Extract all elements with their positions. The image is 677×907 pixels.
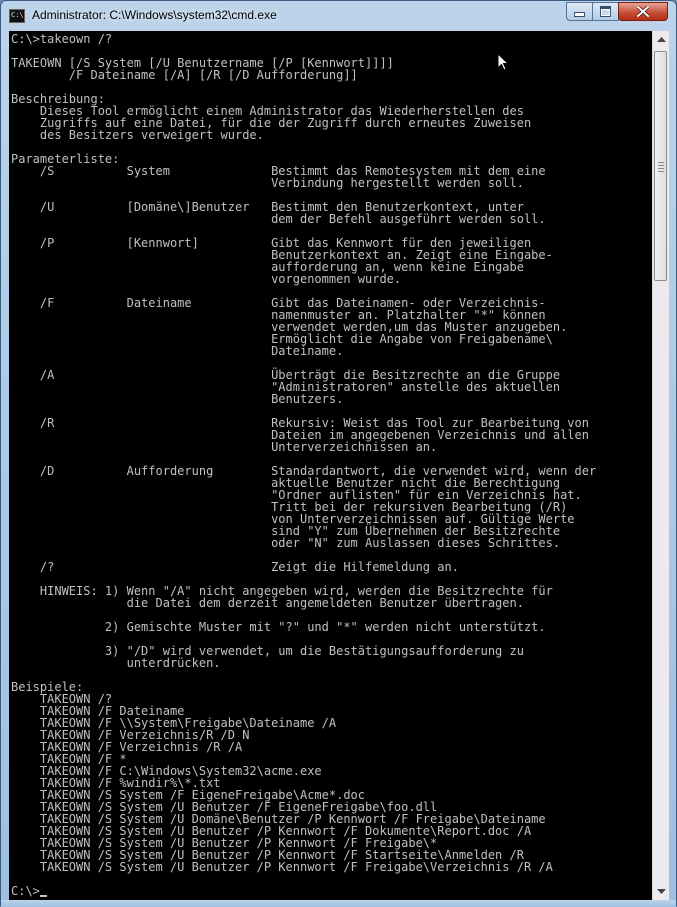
console-line: /P [Kennwort] Gibt das Kennwort für den jeweiligen bbox=[11, 236, 532, 250]
console-line: Tritt bei der rekursiven Bearbeitung (/R) bbox=[11, 500, 568, 514]
console-line: Benutzerkontext an. Zeigt eine Eingabe- bbox=[11, 248, 553, 262]
console-line: vorgenommen wurde. bbox=[11, 272, 402, 286]
console-line: namenmuster an. Platzhalter "*" können bbox=[11, 308, 546, 322]
console-line: Beschreibung: bbox=[11, 92, 105, 106]
console-line: Parameterliste: bbox=[11, 152, 120, 166]
scroll-up-arrow-icon bbox=[657, 37, 666, 42]
console-line: 2) Gemischte Muster mit "?" und "*" werden nicht unterstützt. bbox=[11, 620, 546, 634]
console-line: TAKEOWN /S System /U Benutzer /P Kennwort /F Dokumente\Report.doc /A bbox=[11, 824, 532, 838]
scroll-up-button[interactable] bbox=[653, 31, 669, 48]
scroll-down-arrow-icon bbox=[657, 889, 666, 894]
console-line: sind "Y" zum Übernehmen der Besitzrechte bbox=[11, 524, 561, 538]
console-line: des Besitzers verweigert wurde. bbox=[11, 128, 264, 142]
console-line: verwendet werden,um das Muster anzugeben. bbox=[11, 320, 568, 334]
console-line: /F Dateiname [/A] [/R [/D Aufforderung]] bbox=[11, 68, 358, 82]
prompt-text: C:\> bbox=[11, 884, 40, 898]
window-title: Administrator: C:\Windows\system32\cmd.exe bbox=[32, 8, 277, 22]
console-line: Unterverzeichnissen an. bbox=[11, 440, 438, 454]
console-line bbox=[11, 669, 596, 681]
console-line: von Unterverzeichnissen auf. Gültige Werte bbox=[11, 512, 575, 526]
console-line: Dateiname. bbox=[11, 344, 344, 358]
console-line: TAKEOWN /S System /U Benutzer /P Kennwort /F Startseite\Anmelden /R bbox=[11, 848, 524, 862]
console-line: /? Zeigt die Hilfemeldung an. bbox=[11, 560, 459, 574]
console-line: TAKEOWN /S System /U Benutzer /P Kennwort /F Freigabe\Verzeichnis /R /A bbox=[11, 860, 553, 874]
thumb-grip bbox=[658, 165, 664, 166]
console-line: /F Dateiname Gibt das Dateinamen- oder Verzeichnis- bbox=[11, 296, 546, 310]
console-line: TAKEOWN /F C:\Windows\System32\acme.exe bbox=[11, 764, 322, 778]
console-line: TAKEOWN /F Dateiname bbox=[11, 704, 185, 718]
console-line: TAKEOWN /F %windir%\*.txt bbox=[11, 776, 221, 790]
scroll-thumb[interactable] bbox=[654, 51, 667, 281]
maximize-icon bbox=[600, 6, 611, 17]
console-line: Verbindung hergestellt werden soll. bbox=[11, 176, 524, 190]
console-line: /U [Domäne\]Benutzer Bestimmt den Benutzerkontext, unter bbox=[11, 200, 524, 214]
console-line: oder "N" zum Auslassen dieses Schrittes. bbox=[11, 536, 561, 550]
prompt-line[interactable] bbox=[11, 885, 596, 897]
console-line: aktuelle Benutzer nicht die Berechtigung bbox=[11, 476, 561, 490]
minimize-icon bbox=[574, 12, 585, 17]
console-line: TAKEOWN /S System /U Domäne\Benutzer /P Kennwort /F Freigabe\Dateiname bbox=[11, 812, 546, 826]
maximize-button[interactable] bbox=[592, 2, 619, 21]
console-line: TAKEOWN /F * bbox=[11, 752, 127, 766]
thumb-grip bbox=[658, 168, 664, 169]
console-line: Benutzers. bbox=[11, 392, 344, 406]
text-cursor bbox=[40, 895, 47, 897]
title-bar[interactable] bbox=[1, 1, 676, 31]
console-line: TAKEOWN /? bbox=[11, 692, 113, 706]
console-line: TAKEOWN /S System /U Benutzer /P Kennwort /F Freigabe\* bbox=[11, 836, 438, 850]
thumb-grip bbox=[658, 162, 664, 163]
console-output[interactable] bbox=[9, 31, 652, 900]
console-line: /R Rekursiv: Weist das Tool zur Bearbeitung von bbox=[11, 416, 589, 430]
console-line: TAKEOWN /F Verzeichnis/R /D N bbox=[11, 728, 250, 742]
cmd-app-icon[interactable] bbox=[9, 9, 25, 23]
close-button[interactable] bbox=[618, 2, 668, 21]
console-line: TAKEOWN /F Verzeichnis /R /A bbox=[11, 740, 243, 754]
console-line: "Administratoren" anstelle des aktuellen bbox=[11, 380, 561, 394]
console-line: dem der Befehl ausgeführt werden soll. bbox=[11, 212, 546, 226]
console-line: HINWEIS: 1) Wenn "/A" nicht angegeben wird, werden die Besitzrechte für bbox=[11, 584, 553, 598]
scroll-down-button[interactable] bbox=[653, 883, 669, 900]
mouse-pointer-icon bbox=[497, 53, 509, 72]
minimize-button[interactable] bbox=[566, 2, 593, 21]
console-line: TAKEOWN /S System /F EigeneFreigabe\Acme*.doc bbox=[11, 788, 366, 802]
console-line: Ermöglicht die Angabe von Freigabename\ bbox=[11, 332, 553, 346]
console-line: /A Überträgt die Besitzrechte an die Gruppe bbox=[11, 368, 561, 382]
console-line: TAKEOWN /F \\System\Freigabe\Dateiname /A bbox=[11, 716, 337, 730]
console-line: /D Aufforderung Standardantwort, die verwendet wird, wenn der bbox=[11, 464, 597, 478]
console-line: Beispiele: bbox=[11, 680, 84, 694]
close-icon bbox=[637, 6, 649, 17]
console-line: C:\>takeown /? bbox=[11, 32, 113, 46]
console-line: TAKEOWN [/S System [/U Benutzername [/P [Kennwort]]]] bbox=[11, 56, 394, 70]
console-line: TAKEOWN /S System /U Benutzer /F EigeneFreigabe\foo.dll bbox=[11, 800, 438, 814]
terminal-text bbox=[11, 33, 596, 897]
console-line: /S System Bestimmt das Remotesystem mit dem eine bbox=[11, 164, 546, 178]
console-line bbox=[11, 873, 596, 885]
console-line: Dateien im angegebenen Verzeichnis und allen bbox=[11, 428, 589, 442]
console-line: die Datei dem derzeit angemeldeten Benutzer übertragen. bbox=[11, 596, 524, 610]
console-line: Zugriffs auf eine Datei, für die der Zugriff durch erneutes Zuweisen bbox=[11, 116, 532, 130]
vertical-scrollbar[interactable] bbox=[652, 31, 669, 900]
console-line: 3) "/D" wird verwendet, um die Bestätigungsaufforderung zu bbox=[11, 644, 524, 658]
app-icon-text: C:\ bbox=[11, 11, 24, 19]
console-line: "Ordner auflisten" für ein Verzeichnis hat. bbox=[11, 488, 582, 502]
console-line: aufforderung an, wenn keine Eingabe bbox=[11, 260, 524, 274]
thumb-grip bbox=[658, 171, 664, 172]
console-line: unterdrücken. bbox=[11, 656, 221, 670]
console-line: Dieses Tool ermöglicht einem Administrator das Wiederherstellen des bbox=[11, 104, 524, 118]
